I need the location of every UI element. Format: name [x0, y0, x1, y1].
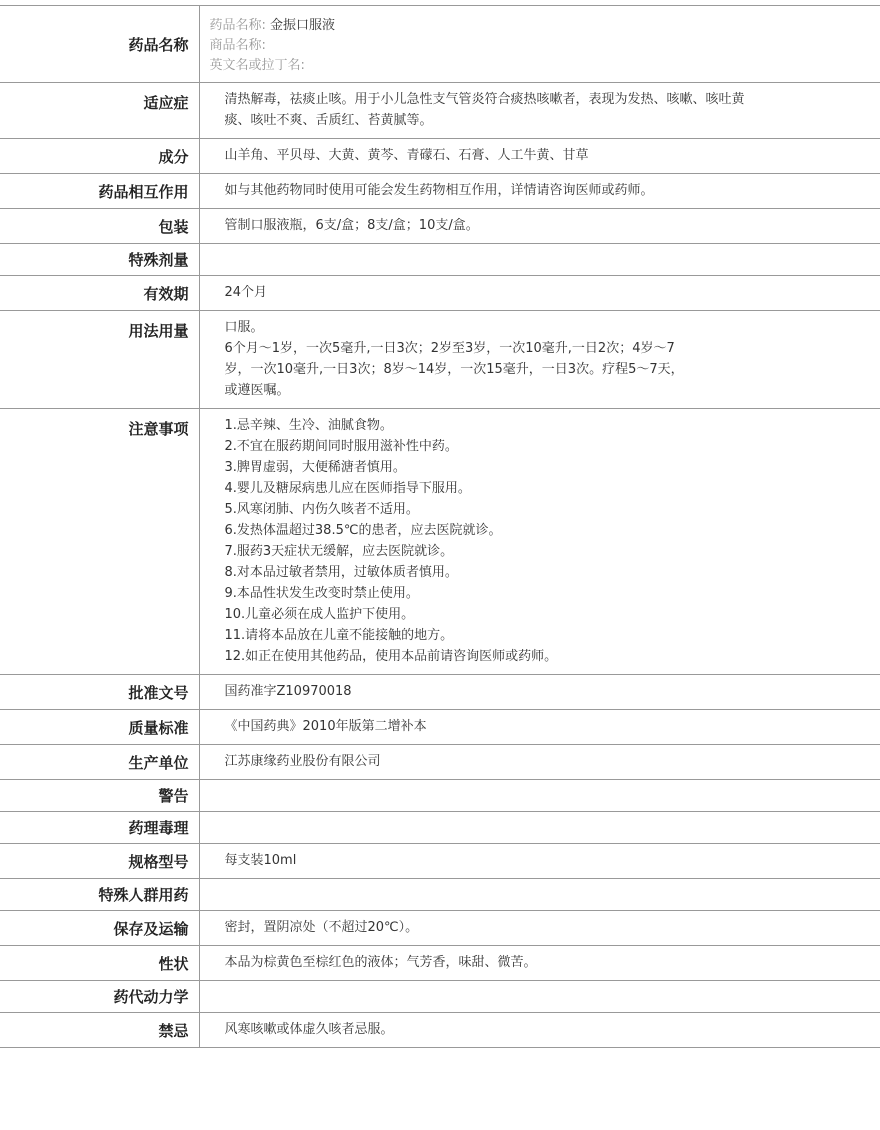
value-line: 岁，一次10毫升,一日3次；8岁～14岁，一次15毫升，一日3次。疗程5～7天， [224, 362, 684, 377]
value-line: 9.本品性状发生改变时禁止使用。 [224, 586, 419, 601]
row-drug-name [0, 6, 880, 83]
spec-row [0, 946, 880, 981]
name-block [199, 6, 880, 83]
value-line: 5.风寒闭肺、内伤久咳者不适用。 [224, 502, 419, 517]
value-line: 3.脾胃虚弱，大便稀溏者慎用。 [224, 460, 406, 475]
row-label: 警告 [0, 780, 199, 812]
value-line: 风寒咳嗽或体虚久咳者忌服。 [224, 1022, 394, 1037]
row-label: 特殊人群用药 [0, 879, 199, 911]
row-label: 药品名称 [0, 6, 199, 83]
drug-spec-body [0, 6, 880, 1048]
value-line: 12.如正在使用其他药品，使用本品前请咨询医师或药师。 [224, 649, 558, 664]
row-label: 生产单位 [0, 745, 199, 780]
generic-name-line [210, 16, 871, 36]
value-line: 8.对本品过敏者禁用，过敏体质者慎用。 [224, 565, 458, 580]
english-name-label: 英文名或拉丁名: [209, 58, 305, 73]
value-line: 痰、咳吐不爽、舌质红、苔黄腻等。 [224, 113, 433, 128]
spec-row [0, 311, 880, 409]
value-line: 7.服药3天症状无缓解，应去医院就诊。 [224, 544, 454, 559]
row-label: 药品相互作用 [0, 174, 199, 209]
value-line: 如与其他药物同时使用可能会发生药物相互作用，详情请咨询医师或药师。 [224, 183, 654, 198]
row-label: 适应症 [0, 83, 199, 139]
row-label: 药理毒理 [0, 812, 199, 844]
row-value [199, 946, 880, 981]
value-line: 国药准字Z10970018 [224, 684, 352, 699]
spec-row [0, 812, 880, 844]
spec-row [0, 174, 880, 209]
value-line: 密封，置阴凉处（不超过20℃）。 [224, 920, 419, 935]
row-value [199, 83, 880, 139]
spec-row [0, 745, 880, 780]
row-value [199, 745, 880, 780]
spec-row [0, 209, 880, 244]
trade-name-label: 商品名称: [209, 38, 266, 53]
row-label: 性状 [0, 946, 199, 981]
value-line: 《中国药典》2010年版第二增补本 [224, 719, 427, 734]
spec-row [0, 879, 880, 911]
value-line: 10.儿童必须在成人监护下使用。 [224, 607, 415, 622]
row-value [199, 174, 880, 209]
value-line: 江苏康缘药业股份有限公司 [224, 754, 381, 769]
row-label: 药代动力学 [0, 981, 199, 1013]
spec-row [0, 710, 880, 745]
value-line: 每支装10ml [224, 853, 297, 868]
row-label: 规格型号 [0, 844, 199, 879]
row-label: 禁忌 [0, 1013, 199, 1048]
spec-row [0, 139, 880, 174]
row-value [199, 911, 880, 946]
value-line: 6.发热体温超过38.5℃的患者，应去医院就诊。 [224, 523, 502, 538]
value-line: 4.婴儿及糖尿病患儿应在医师指导下服用。 [224, 481, 471, 496]
drug-spec-table [0, 5, 880, 1048]
row-value [199, 244, 880, 276]
spec-row [0, 244, 880, 276]
row-label: 特殊剂量 [0, 244, 199, 276]
row-value [199, 981, 880, 1013]
spec-row [0, 844, 880, 879]
generic-name-value: 金振口服液 [270, 18, 336, 33]
row-value [199, 209, 880, 244]
spec-row [0, 276, 880, 311]
row-label: 有效期 [0, 276, 199, 311]
row-label: 包装 [0, 209, 199, 244]
row-value [199, 311, 880, 409]
value-line: 24个月 [224, 285, 268, 300]
row-value [199, 812, 880, 844]
value-line: 11.请将本品放在儿童不能接触的地方。 [224, 628, 454, 643]
value-line: 1.忌辛辣、生冷、油腻食物。 [224, 418, 393, 433]
row-label: 用法用量 [0, 311, 199, 409]
spec-row [0, 409, 880, 675]
spec-row [0, 981, 880, 1013]
row-label: 注意事项 [0, 409, 199, 675]
row-value [199, 139, 880, 174]
row-label: 批准文号 [0, 675, 199, 710]
row-value [199, 780, 880, 812]
spec-row [0, 911, 880, 946]
row-label: 成分 [0, 139, 199, 174]
row-label: 质量标准 [0, 710, 199, 745]
value-line: 口服。 [224, 320, 264, 335]
row-value [199, 1013, 880, 1048]
value-line: 管制口服液瓶，6支/盒；8支/盒；10支/盒。 [224, 218, 479, 233]
row-value [199, 276, 880, 311]
row-value [199, 879, 880, 911]
row-value [199, 675, 880, 710]
value-line: 6个月～1岁，一次5毫升,一日3次；2岁至3岁，一次10毫升,一日2次；4岁～7 [224, 341, 675, 356]
row-value [199, 710, 880, 745]
value-line: 清热解毒，祛痰止咳。用于小儿急性支气管炎符合痰热咳嗽者，表现为发热、咳嗽、咳吐黄 [224, 92, 745, 107]
row-value [199, 844, 880, 879]
spec-row [0, 1013, 880, 1048]
value-line: 2.不宜在服药期间同时服用滋补性中药。 [224, 439, 458, 454]
value-line: 本品为棕黄色至棕红色的液体；气芳香，味甜、微苦。 [224, 955, 537, 970]
spec-row [0, 83, 880, 139]
spec-row [0, 780, 880, 812]
value-line: 山羊角、平贝母、大黄、黄芩、青礞石、石膏、人工牛黄、甘草 [224, 148, 589, 163]
value-line: 或遵医嘱。 [224, 383, 290, 398]
row-value [199, 409, 880, 675]
spec-row [0, 675, 880, 710]
generic-name-label: 药品名称: [209, 18, 266, 33]
row-label: 保存及运输 [0, 911, 199, 946]
